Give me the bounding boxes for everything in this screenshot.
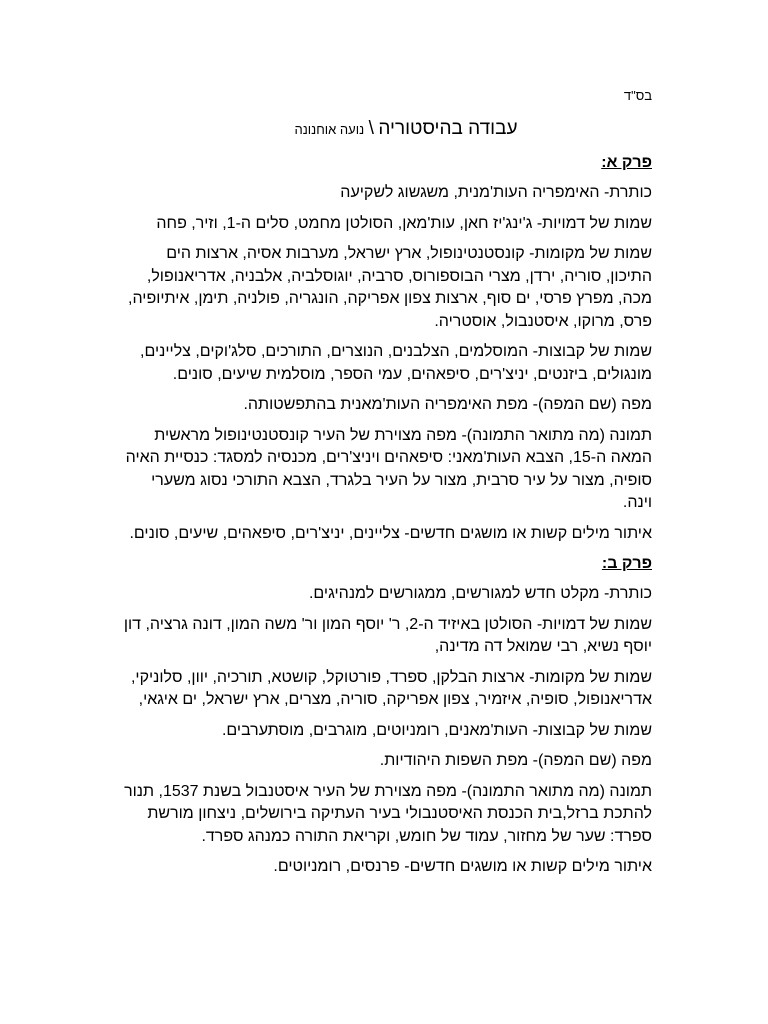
paragraph-groups: שמות של קבוצות- העות'מאנים, רומניוטים, מוגרבים, מוסתערבים. xyxy=(221,721,652,739)
paragraph-map: מפה (שם המפה)- מפת השפות היהודיות. xyxy=(379,752,652,769)
section-b xyxy=(120,553,652,879)
paragraph-characters: שמות של דמויות- ג'ינג'יז חאן, עות'מאן, הסולטן מחמט, סלים ה-1, וזיר, פחה xyxy=(156,214,652,232)
author-name: נועה אוחנונה xyxy=(294,122,365,137)
document-title-line xyxy=(120,118,652,142)
section-heading: פרק ב: xyxy=(601,555,652,572)
paragraph-characters: שמות של דמויות- הסולטן באיזיד ה-2, ר' יוסף המון ור' משה המון, דונה גרציה, דון יוסף נשיא, רבי שמואל דה מדינה, xyxy=(123,615,652,655)
paragraph-map: מפה (שם המפה)- מפת האימפריה העות'מאנית בהתפשטותה. xyxy=(243,396,652,413)
paragraph-terms: איתור מילים קשות או מושגים חדשים- פרנסים, רומניוטים. xyxy=(273,858,652,875)
bsd-header: בס"ד xyxy=(623,88,652,103)
paragraph-places: שמות של מקומות- קונסטנטינופול, ארץ ישראל, מערבות אסיה, ארצות הים התיכון, סוריה, ירדן, מצרי הבוספורוס, סרביה, יוגוסלביה, אלבניה, אדריאנופול, מכה, מפרץ פרסי, ים סוף, ארצות צפון אפריקה, הונגריה, פולניה, תימן, איתיופיה, פרס, מרוקו, איסטנבול, אוסטריה. xyxy=(128,245,652,330)
title-separator: \ xyxy=(368,118,374,139)
paragraph-title: כותרת- האימפריה העות'מנית, משגשוג לשקיעה xyxy=(340,184,652,201)
document-title: עבודה בהיסטוריה xyxy=(378,118,518,139)
paragraph-picture: תמונה (מה מתואר התמונה)- מפה מצוירת של העיר קונסטנטינופול מראשית המאה ה-15, הצבא העות'מאני: סיפאהים ויניצ'רים, מכנסיה למסגד: כנסיית האיה סופיה, מצור על עיר סרבית, מצור על העיר בלגרד, הצבא התורכי נסוג משערי וינה. xyxy=(125,426,652,511)
section-heading: פרק א: xyxy=(601,154,652,171)
paragraph-picture: תמונה (מה מתואר התמונה)- מפה מצוירת של העיר איסטנבול בשנת 1537, תנור להתכת ברזל,בית הכנסת האיסטנבולי בעיר העתיקה בירושלים, ניצחון מורשת ספרד: שער של מחזור, עמוד של חומש, וקריאת התורה כמנהג ספרד. xyxy=(124,782,652,845)
paragraph-places: שמות של מקומות- ארצות הבלקן, ספרד, פורטוקל, קושטא, תורכיה, יוון, סלוניקי, אדריאנופול, סופיה, איזמיר, צפון אפריקה, סוריה, מצרים, ארץ ישראל, ים איגאי, xyxy=(130,668,652,708)
section-a xyxy=(120,152,652,545)
paragraph-groups: שמות של קבוצות- המוסלמים, הצלבנים, הנוצרים, התורכים, סלג'וקים, צליינים, מונגולים, ביזנטים, יניצ'רים, סיפאהים, עמי הספר, מוסלמית שיעים, סונים. xyxy=(140,343,652,383)
paragraph-terms: איתור מילים קשות או מושגים חדשים- צליינים, יניצ'רים, סיפאהים, שיעים, סונים. xyxy=(129,524,652,542)
paragraph-title: כותרת- מקלט חדש למגורשים, ממגורשים למנהיגים. xyxy=(308,585,652,602)
